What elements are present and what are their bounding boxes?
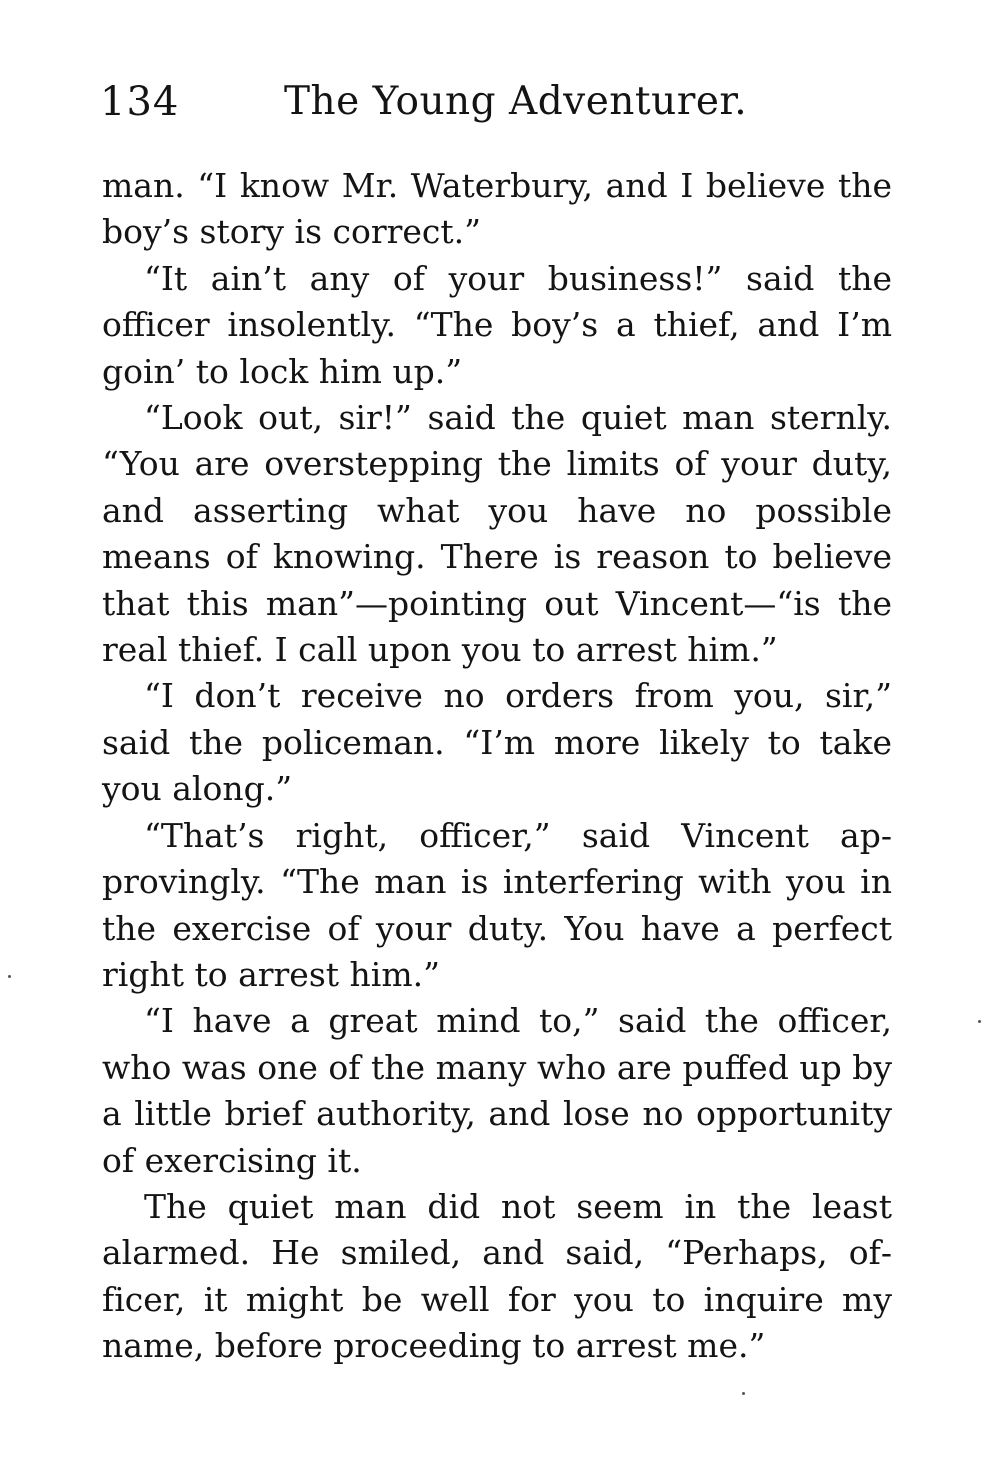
page-number: 134	[100, 79, 180, 125]
paragraph: “Look out, sir!” said the quiet man sternly. “You are overstepping the limits of your duty, and asserting what you have no possible means of knowing. There is reason to believe that this man”—pointing out Vincent—“is the real thief. I call upon you to arrest him.”	[102, 398, 892, 670]
page-header	[100, 72, 900, 132]
body-text	[102, 163, 892, 1370]
paragraph-continued: man. “I know Mr. Waterbury, and I believe the boy’s story is correct.”	[102, 166, 892, 252]
paragraph: “I have a great mind to,” said the officer, who was one of the many who are puffed up by a little brief authority, and lose no opportunity of exercising it.	[102, 1001, 892, 1180]
paper-speck	[8, 975, 11, 978]
paragraph: The quiet man did not seem in the least alarmed. He smiled, and said, “Perhaps, officer, it might be well for you to inquire my name, before proceeding to arrest me.”	[102, 1186, 892, 1366]
paragraph: “That’s right, officer,” said Vincent approvingly. “The man is interfering with you in the exercise of your duty. You have a perfect right to arrest him.”	[102, 815, 892, 994]
paragraph: “It ain’t any of your business!” said the officer insolently. “The boy’s a thief, and I’m goin’ to lock him up.”	[102, 258, 892, 391]
paragraph: “I don’t receive no orders from you, sir,” said the policeman. “I’m more likely to take you along.”	[102, 676, 892, 809]
paper-speck	[978, 1020, 981, 1023]
running-title: The Young Adventurer.	[284, 79, 748, 124]
paper-speck	[742, 1392, 745, 1395]
